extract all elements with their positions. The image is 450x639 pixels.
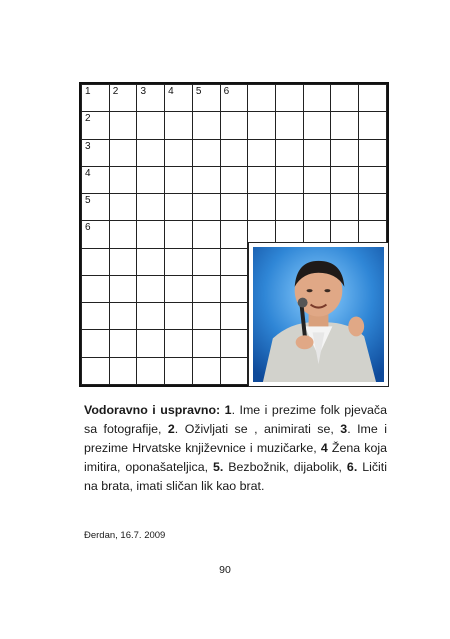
grid-cell (359, 112, 387, 139)
grid-cell (109, 330, 137, 357)
singer-portrait-image (253, 247, 384, 382)
clue-number-5: 5. (212, 460, 224, 474)
grid-cell (220, 303, 248, 330)
clue-number-3: 3 (340, 422, 348, 436)
singer-photo (248, 242, 389, 387)
grid-cell (109, 194, 137, 221)
grid-cell (82, 221, 110, 248)
grid-cell-number: 4 (168, 86, 174, 97)
grid-cell (192, 166, 220, 193)
grid-cell (109, 357, 137, 384)
grid-cell (276, 166, 304, 193)
grid-cell (359, 194, 387, 221)
grid-cell (192, 275, 220, 302)
grid-cell-number: 3 (140, 86, 146, 97)
grid-cell (137, 248, 165, 275)
crossword-clues (84, 401, 387, 496)
grid-row (82, 85, 387, 112)
clue-text-3: . Ime i prezime Hrvatske književnice i muzičarke, (84, 422, 387, 455)
grid-cell (137, 221, 165, 248)
grid-cell (331, 194, 359, 221)
grid-row (82, 194, 387, 221)
grid-cell (192, 139, 220, 166)
author-date-note: Đerdan, 16.7. 2009 (84, 530, 166, 541)
grid-cell-number: 6 (223, 86, 230, 97)
grid-cell (165, 248, 193, 275)
grid-cell (82, 139, 110, 166)
grid-cell (220, 194, 248, 221)
grid-cell (276, 112, 304, 139)
grid-cell-number: 4 (85, 167, 91, 179)
grid-cell (82, 194, 110, 221)
grid-cell (220, 166, 248, 193)
clue-text-1: . Ime i prezime folk pjevača sa fotografije, (84, 403, 387, 436)
grid-cell (276, 85, 304, 112)
grid-cell-number: 2 (85, 113, 91, 125)
grid-cell (248, 139, 276, 166)
grid-cell (137, 303, 165, 330)
grid-cell (220, 330, 248, 357)
grid-cell (192, 357, 220, 384)
grid-cell (82, 85, 110, 112)
grid-cell (137, 357, 165, 384)
grid-cell-number: 5 (85, 195, 91, 207)
grid-cell-number: 2 (112, 86, 119, 97)
grid-cell (165, 221, 193, 248)
grid-cell (192, 248, 220, 275)
grid-cell (359, 166, 387, 193)
grid-row (82, 139, 387, 166)
grid-cell (303, 85, 331, 112)
grid-cell (220, 357, 248, 384)
grid-cell (192, 221, 220, 248)
grid-cell (331, 139, 359, 166)
grid-cell (109, 303, 137, 330)
grid-cell (109, 275, 137, 302)
grid-cell (359, 139, 387, 166)
clue-text-2: . Oživljati se , animirati se, (174, 422, 334, 436)
grid-cell (137, 139, 165, 166)
grid-cell (109, 85, 137, 112)
grid-cell (165, 85, 193, 112)
grid-cell-number: 5 (195, 86, 202, 97)
clue-number-6: 6. (346, 460, 358, 474)
grid-cell (220, 85, 248, 112)
grid-cell (137, 112, 165, 139)
clue-text-5: Bezbožnik, dijabolik, (228, 460, 342, 474)
grid-cell (137, 85, 165, 112)
grid-cell (303, 166, 331, 193)
grid-cell (303, 194, 331, 221)
clues-heading: Vodoravno i uspravno: (84, 403, 221, 417)
grid-cell (192, 330, 220, 357)
grid-cell (276, 194, 304, 221)
grid-cell (82, 357, 110, 384)
grid-cell (192, 194, 220, 221)
grid-cell-number: 6 (85, 222, 91, 234)
grid-cell-number: 3 (85, 140, 91, 152)
grid-cell (165, 275, 193, 302)
grid-cell (248, 194, 276, 221)
grid-cell (192, 85, 220, 112)
grid-cell (220, 112, 248, 139)
grid-cell (248, 112, 276, 139)
grid-cell (331, 85, 359, 112)
grid-cell (331, 112, 359, 139)
grid-cell (220, 221, 248, 248)
grid-cell (109, 166, 137, 193)
grid-cell (82, 330, 110, 357)
grid-cell (192, 112, 220, 139)
grid-cell (165, 194, 193, 221)
grid-cell (165, 139, 193, 166)
grid-cell (165, 166, 193, 193)
clue-number-2: 2 (167, 422, 175, 436)
grid-cell (165, 112, 193, 139)
grid-cell (109, 139, 137, 166)
grid-cell (359, 85, 387, 112)
page-number: 90 (219, 564, 231, 576)
grid-cell (109, 112, 137, 139)
grid-cell (192, 303, 220, 330)
grid-cell (276, 139, 304, 166)
grid-cell (82, 248, 110, 275)
grid-cell (165, 357, 193, 384)
grid-cell (137, 330, 165, 357)
grid-cell (82, 166, 110, 193)
grid-cell (137, 194, 165, 221)
grid-cell (248, 166, 276, 193)
grid-row (82, 112, 387, 139)
grid-cell (82, 303, 110, 330)
grid-cell (303, 112, 331, 139)
clue-number-4: 4 (320, 441, 328, 455)
clue-text-4: Žena koja imitira, oponašateljica, (84, 441, 388, 474)
grid-cell (137, 166, 165, 193)
grid-cell (303, 139, 331, 166)
grid-cell (165, 330, 193, 357)
grid-cell (82, 275, 110, 302)
grid-cell (165, 303, 193, 330)
grid-cell (331, 166, 359, 193)
grid-cell (220, 248, 248, 275)
clue-text-6: Ličiti na brata, imati sličan lik kao brat. (84, 460, 387, 493)
clue-number-1: 1 (224, 403, 232, 417)
grid-cell (248, 85, 276, 112)
grid-cell-number: 1 (85, 86, 91, 97)
grid-cell (137, 275, 165, 302)
grid-cell (82, 112, 110, 139)
grid-cell (109, 248, 137, 275)
grid-cell (220, 139, 248, 166)
grid-cell (109, 221, 137, 248)
grid-cell (220, 275, 248, 302)
grid-row (82, 166, 387, 193)
